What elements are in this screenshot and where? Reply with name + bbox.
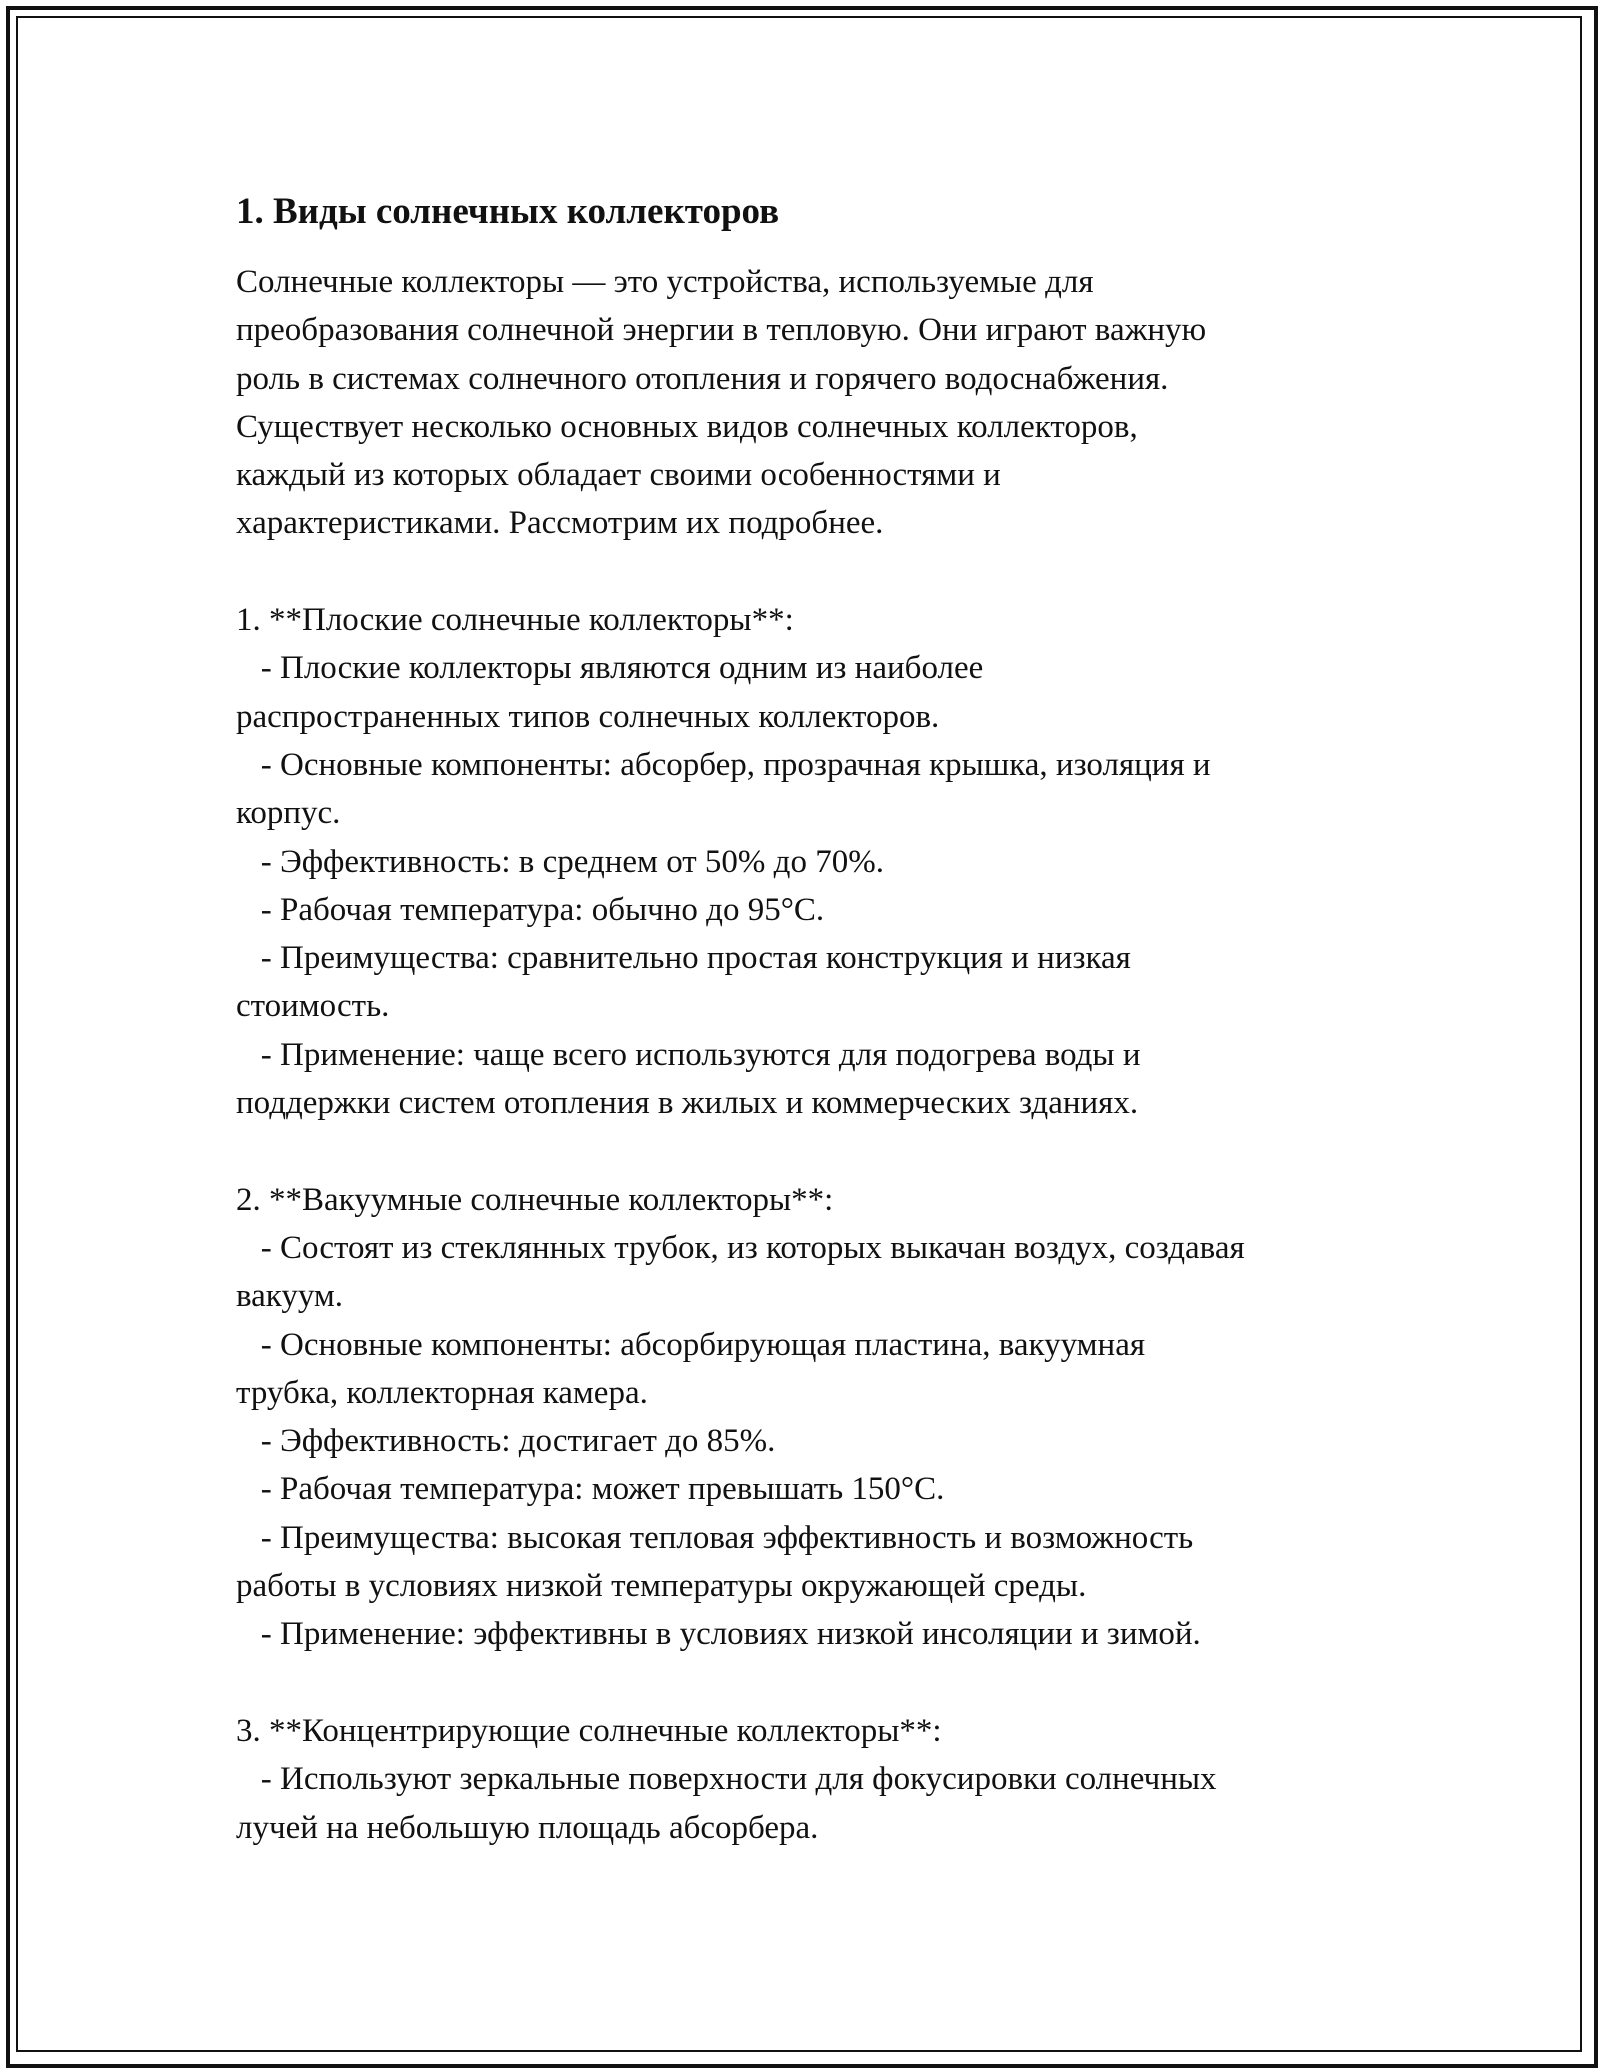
text-line: Существует несколько основных видов солнечных коллекторов, [236, 408, 1138, 445]
text-line: характеристиками. Рассмотрим их подробнее. [236, 505, 884, 542]
text-line: - Основные компоненты: абсорбер, прозрачная крышка, изоляция и [236, 746, 1211, 783]
list-item-vacuum-collectors [236, 1176, 1386, 1659]
text-line: - Рабочая температура: обычно до 95°C. [236, 891, 825, 928]
list-item-concentrating-collectors [236, 1707, 1386, 1852]
blank-line [236, 1127, 1386, 1175]
text-line: преобразования солнечной энергии в тепловую. Они играют важную [236, 312, 1207, 349]
text-line: - Эффективность: достигает до 85%. [236, 1423, 776, 1460]
text-line: - Состоят из стеклянных трубок, из которых выкачан воздух, создавая [236, 1229, 1245, 1266]
text-line: работы в условиях низкой температуры окружающей среды. [236, 1568, 1087, 1605]
text-line: трубка, коллекторная камера. [236, 1374, 648, 1411]
text-line: - Преимущества: сравнительно простая конструкция и низкая [236, 940, 1131, 977]
text-line: - Эффективность: в среднем от 50% до 70%. [236, 843, 884, 880]
list-item-title: 2. **Вакуумные солнечные коллекторы**: [236, 1181, 834, 1218]
text-line: - Плоские коллекторы являются одним из наиболее [236, 650, 984, 687]
text-line: лучей на небольшую площадь абсорбера. [236, 1809, 819, 1846]
intro-paragraph [236, 258, 1386, 548]
text-line: роль в системах солнечного отопления и горячего водоснабжения. [236, 360, 1169, 397]
text-line: Солнечные коллекторы — это устройства, используемые для [236, 264, 1094, 300]
list-item-title: 3. **Концентрирующие солнечные коллекторы**: [236, 1712, 942, 1749]
list-item-title: 1. **Плоские солнечные коллекторы**: [236, 602, 794, 639]
text-line: корпус. [236, 795, 341, 832]
text-line: - Основные компоненты: абсорбирующая пластина, вакуумная [236, 1326, 1146, 1363]
text-line: вакуум. [236, 1278, 344, 1315]
text-line: - Применение: эффективны в условиях низкой инсоляции и зимой. [236, 1616, 1201, 1653]
text-line: - Используют зеркальные поверхности для фокусировки солнечных [236, 1761, 1217, 1798]
document-body [236, 188, 1386, 1852]
list-item-flat-collectors [236, 596, 1386, 1127]
blank-line [236, 1659, 1386, 1707]
text-line: - Преимущества: высокая тепловая эффективность и возможность [236, 1519, 1194, 1556]
text-line: поддержки систем отопления в жилых и коммерческих зданиях. [236, 1085, 1139, 1122]
text-line: стоимость. [236, 988, 390, 1025]
blank-line [236, 548, 1386, 596]
text-line: - Применение: чаще всего используются для подогрева воды и [236, 1036, 1141, 1073]
section-heading: 1. Виды солнечных коллекторов [236, 191, 780, 232]
text-line: - Рабочая температура: может превышать 150°C. [236, 1471, 945, 1508]
text-line: распространенных типов солнечных коллекторов. [236, 698, 940, 735]
text-line: каждый из которых обладает своими особенностями и [236, 457, 1001, 494]
